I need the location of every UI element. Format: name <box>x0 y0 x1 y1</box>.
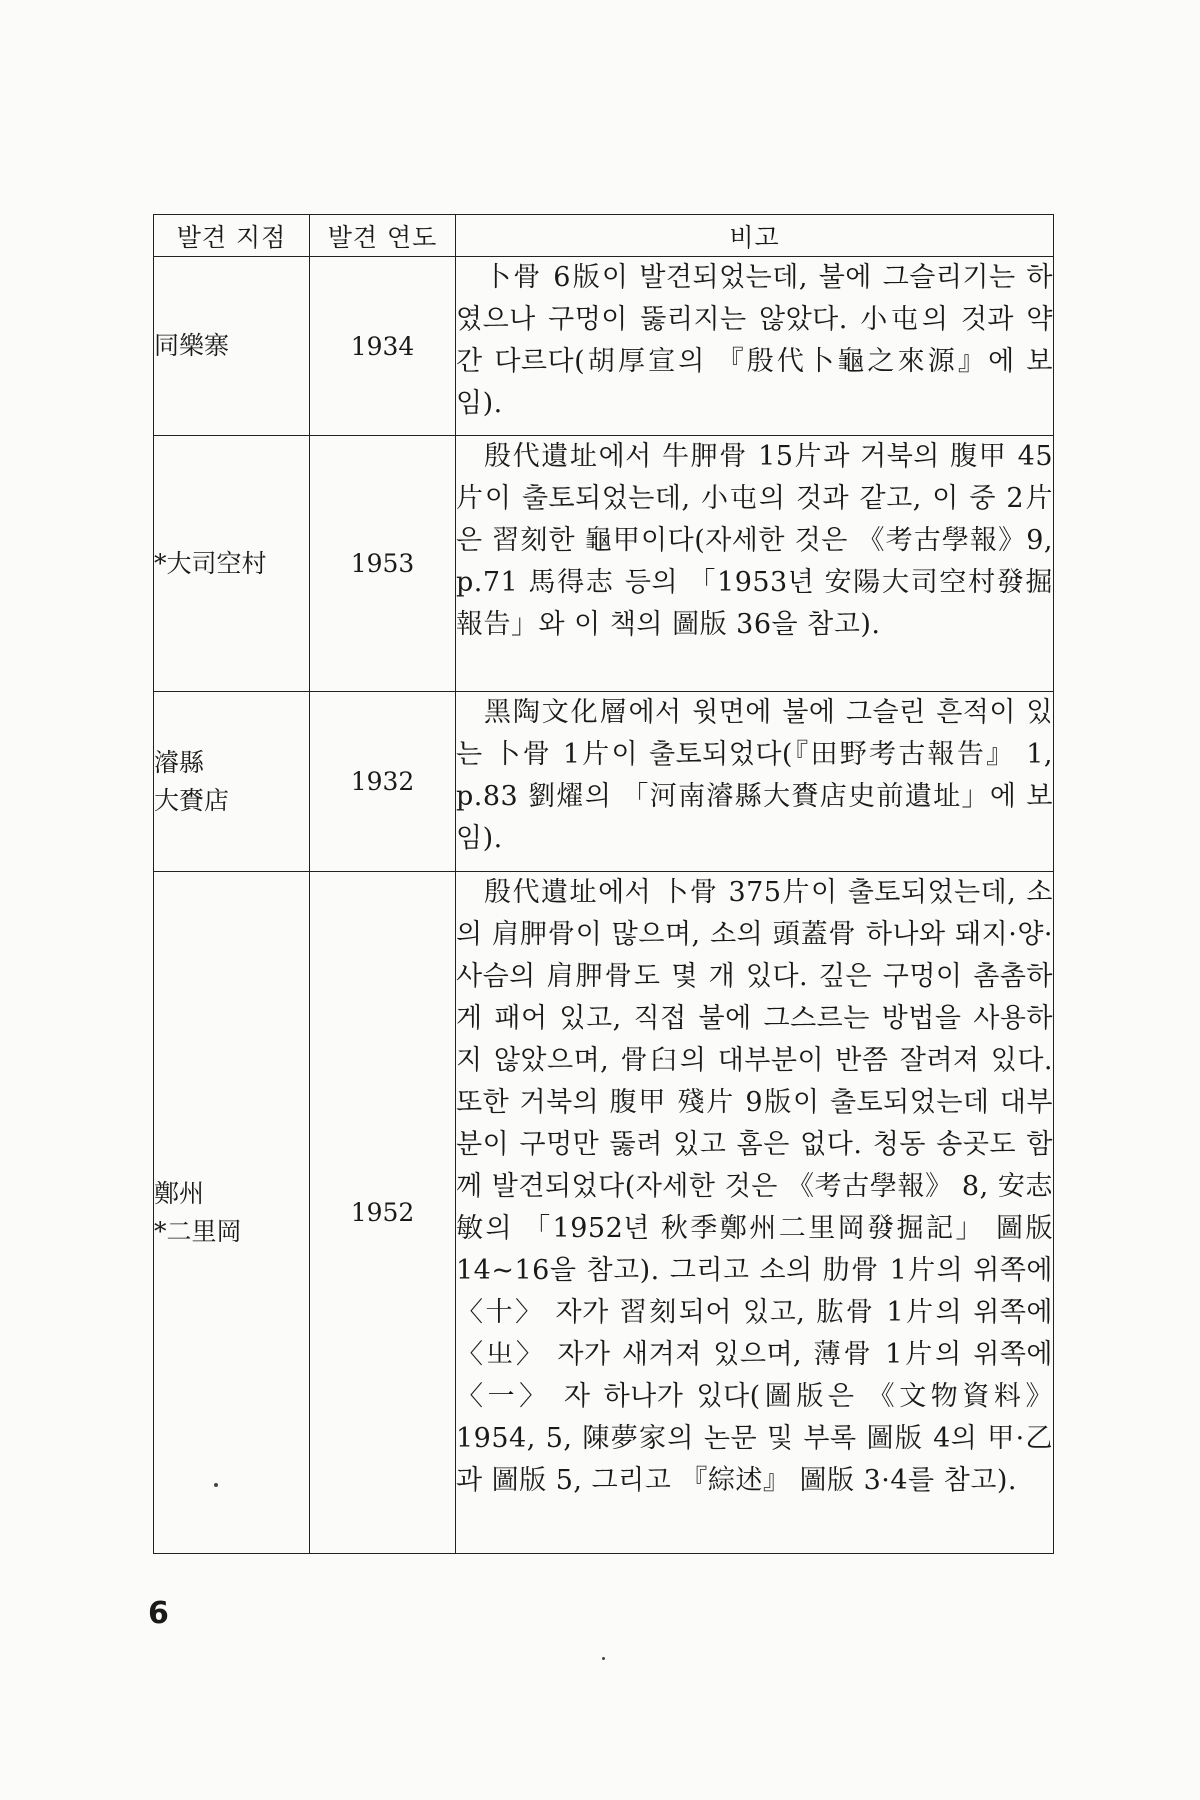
table-header-row <box>154 215 1054 257</box>
table-row <box>154 692 1054 872</box>
note-cell: 黑陶文化層에서 윗면에 불에 그슬린 흔적이 있는 卜骨 1片이 출토되었다(『田野考古報告』 1, p.83 劉燿의 「河南濬縣大賚店史前遺址」에 보임). <box>456 692 1054 872</box>
location-cell <box>154 872 310 1554</box>
location-cell <box>154 436 310 692</box>
header-year: 발견 연도 <box>310 215 456 257</box>
location-subname: 大賚店 <box>154 785 230 815</box>
table-row <box>154 872 1054 1554</box>
location-name: 同樂寨 <box>154 331 230 360</box>
scan-speck <box>602 1657 605 1660</box>
year-cell: 1932 <box>310 692 456 872</box>
header-note: 비고 <box>456 215 1054 257</box>
location-cell <box>154 257 310 436</box>
table-row <box>154 257 1054 436</box>
location-name: 鄭州 <box>154 1178 205 1208</box>
year-cell: 1934 <box>310 257 456 436</box>
year-cell: 1952 <box>310 872 456 1554</box>
location-cell <box>154 692 310 872</box>
note-cell: 卜骨 6版이 발견되었는데, 불에 그슬리기는 하였으나 구멍이 뚫리지는 않았다. 小屯의 것과 약간 다르다(胡厚宣의 『殷代卜龜之來源』에 보임). <box>456 257 1054 436</box>
scan-speck <box>214 1483 218 1487</box>
year-cell: 1953 <box>310 436 456 692</box>
page-number: 6 <box>148 1596 169 1631</box>
location-name: *大司空村 <box>154 548 267 578</box>
note-cell: 殷代遺址에서 牛胛骨 15片과 거북의 腹甲 45片이 출토되었는데, 小屯의 것과 같고, 이 중 2片은 習刻한 龜甲이다(자세한 것은 《考古學報》9, p.71 馬得志 등의 「1953년 安陽大司空村發掘報告」와 이 책의 圖版 36을 참고). <box>456 436 1054 692</box>
location-name: 濬縣 <box>154 747 205 777</box>
header-location: 발견 지점 <box>154 215 310 257</box>
location-subname: *二里岡 <box>154 1216 242 1246</box>
note-cell: 殷代遺址에서 卜骨 375片이 출토되었는데, 소의 肩胛骨이 많으며, 소의 頭蓋骨 하나와 돼지·양·사슴의 肩胛骨도 몇 개 있다. 깊은 구멍이 촘촘하게 패어 있고, 직접 불에 그스르는 방법을 사용하지 않았으며, 骨臼의 대부분이 반쯤 잘려져 있다. 또한 거북의 腹甲 殘片 9版이 출토되었는데 대부분이 구멍만 뚫려 있고 홈은 없다. 청동 송곳도 함께 발견되었다(자세한 것은 《考古學報》 8, 安志敏의 「1952년 秋季鄭州二里岡發掘記」 圖版 14~16을 참고). 그리고 소의 肋骨 1片의 위쪽에 〈十〉 자가 習刻되어 있고, 肱骨 1片의 위쪽에 〈㞢〉 자가 새겨져 있으며, 薄骨 1片의 위쪽에 〈一〉 자 하나가 있다(圖版은 《文物資料》 1954, 5, 陳夢家의 논문 및 부록 圖版 4의 甲·乙과 圖版 5, 그리고 『綜述』 圖版 3·4를 참고). <box>456 872 1054 1554</box>
discovery-sites-table <box>153 214 1054 1554</box>
table-row <box>154 436 1054 692</box>
